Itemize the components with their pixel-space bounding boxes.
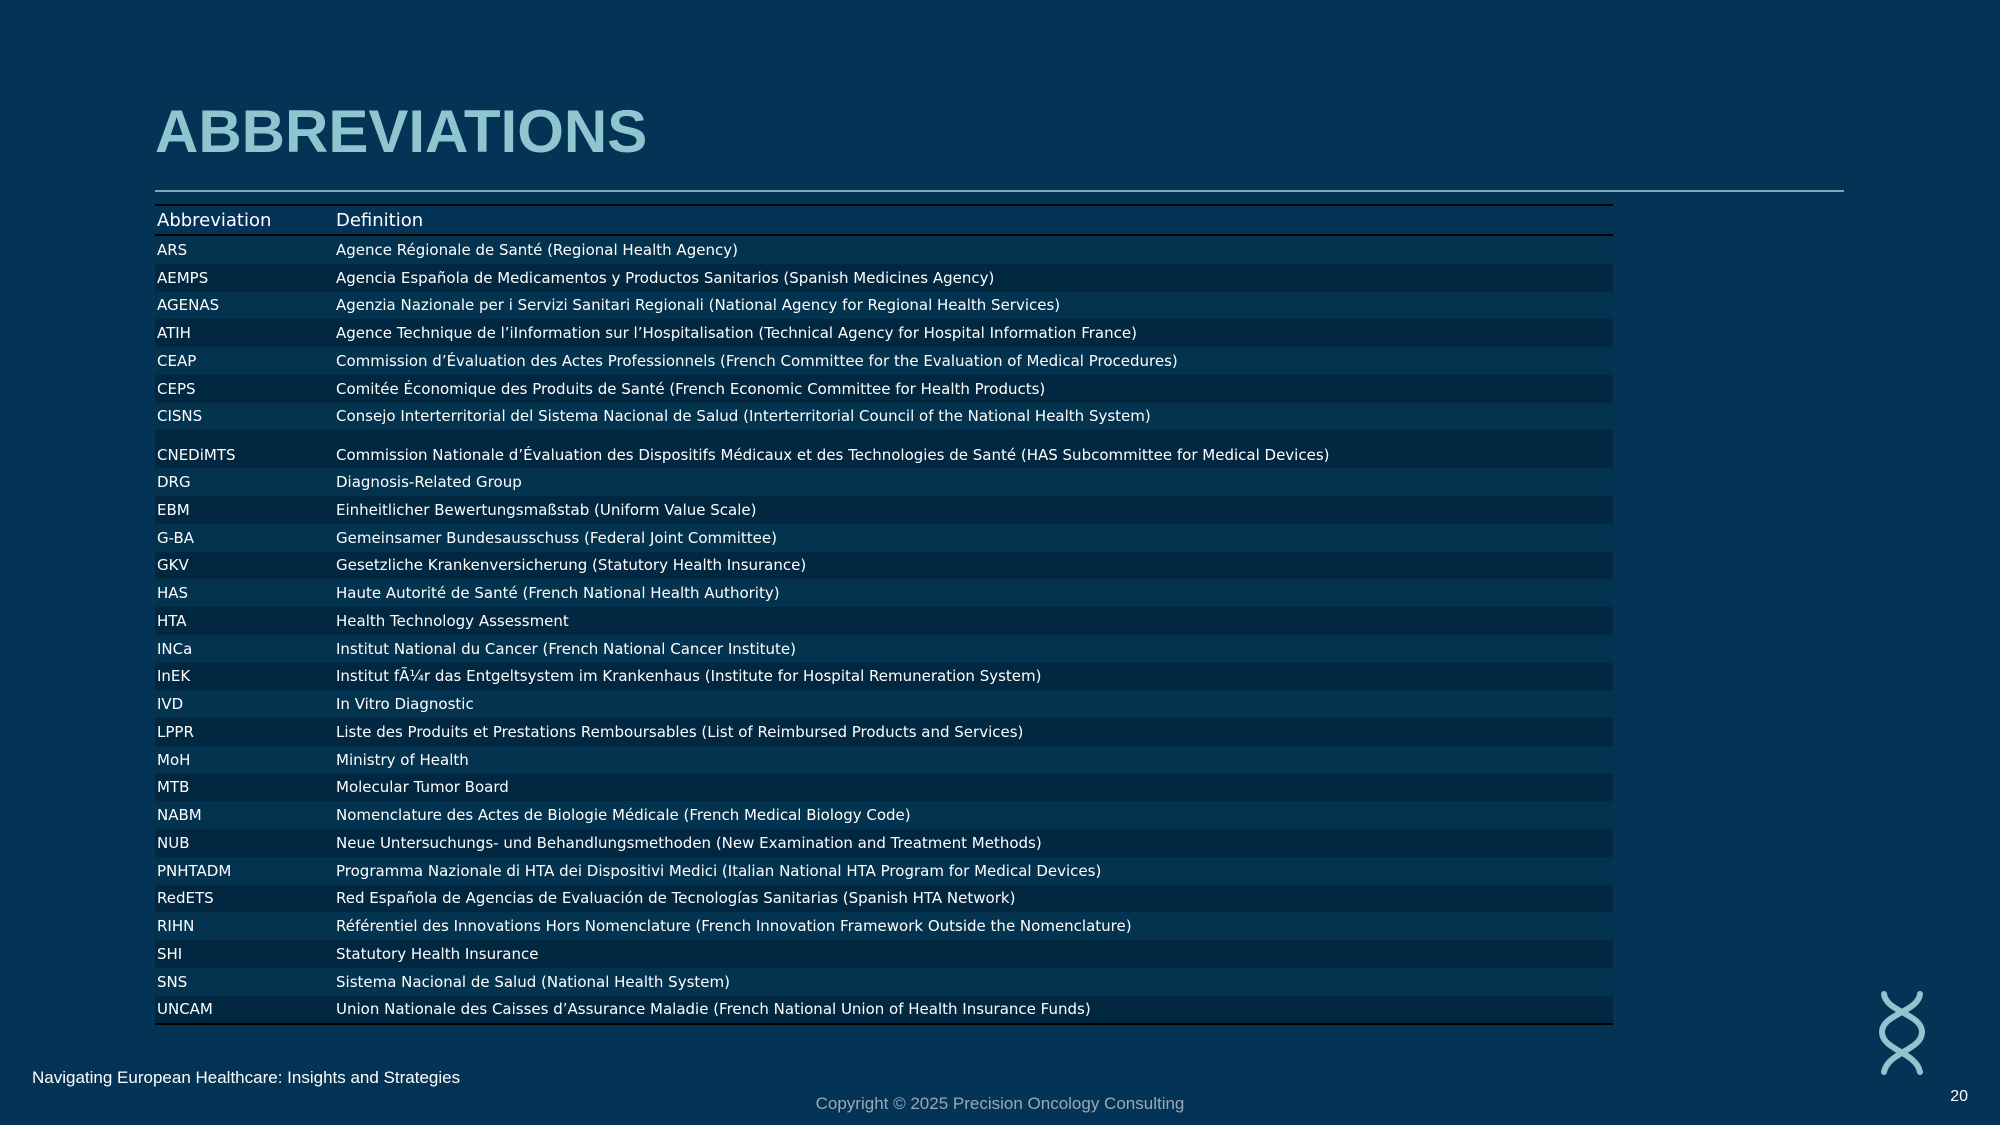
table-row [155, 774, 1613, 802]
table-row [155, 607, 1613, 635]
definition-cell: Comitée Économique des Produits de Santé (French Economic Committee for Health Products) [336, 379, 1046, 398]
abbreviation-cell: UNCAM [157, 1000, 213, 1019]
table-row [155, 430, 1613, 468]
footer-copyright: Copyright © 2025 Precision Oncology Consulting [815, 1094, 1185, 1113]
definition-cell: Consejo Interterritorial del Sistema Nacional de Salud (Interterritorial Council of the National Health System) [336, 407, 1151, 426]
abbreviation-cell: CEAP [157, 351, 197, 370]
definition-cell: Neue Untersuchungs- und Behandlungsmethoden (New Examination and Treatment Methods) [336, 833, 1042, 852]
definition-cell: Agence Régionale de Santé (Regional Health Agency) [336, 240, 738, 259]
abbreviation-cell: MoH [157, 750, 191, 769]
definition-cell: Red Española de Agencias de Evaluación de Tecnologías Sanitarias (Spanish HTA Network) [336, 889, 1016, 908]
abbreviation-cell: INCa [157, 639, 193, 658]
table-header-row [155, 206, 1613, 236]
abbreviation-cell: AGENAS [157, 296, 220, 315]
definition-cell: Gemeinsamer Bundesausschuss (Federal Joint Committee) [336, 528, 777, 547]
definition-cell: Commission Nationale d’Évaluation des Dispositifs Médicaux et des Technologies de Santé (HAS Subcommittee for Medical Devices) [336, 446, 1330, 465]
table-row [155, 236, 1613, 264]
definition-cell: Agence Technique de l’iInformation sur l’Hospitalisation (Technical Agency for Hospital Information France) [336, 324, 1137, 343]
definition-cell: Sistema Nacional de Salud (National Health System) [336, 972, 730, 991]
definition-cell: Programma Nazionale di HTA dei Dispositivi Medici (Italian National HTA Program for Medical Devices) [336, 861, 1102, 880]
table-row [155, 579, 1613, 607]
helix-logo-icon [1874, 990, 1930, 1076]
title-divider [155, 190, 1844, 192]
abbreviations-table [155, 204, 1613, 1025]
abbreviation-cell: AEMPS [157, 268, 209, 287]
definition-cell: Institut fÃ¼r das Entgeltsystem im Krankenhaus (Institute for Hospital Remuneration System) [336, 667, 1042, 686]
abbreviation-cell: PNHTADM [157, 861, 232, 880]
table-row [155, 319, 1613, 347]
header-definition: Definition [336, 209, 424, 231]
table-bottom-border [155, 1023, 1613, 1025]
abbreviation-cell: EBM [157, 500, 190, 519]
abbreviation-cell: CNEDiMTS [157, 446, 236, 465]
abbreviation-cell: MTB [157, 778, 190, 797]
page-title: ABBREVIATIONS [155, 98, 648, 165]
abbreviation-cell: RedETS [157, 889, 214, 908]
header-abbreviation: Abbreviation [157, 209, 272, 231]
table-row [155, 718, 1613, 746]
page-number: 20 [1950, 1088, 1968, 1105]
table-body [155, 236, 1613, 1023]
table-row [155, 801, 1613, 829]
table-row [155, 857, 1613, 885]
abbreviation-cell: RIHN [157, 917, 195, 936]
abbreviation-cell: ARS [157, 240, 188, 259]
table-row [155, 885, 1613, 913]
table-row [155, 292, 1613, 320]
definition-cell: Commission d’Évaluation des Actes Professionnels (French Committee for the Evaluation of Medical Procedures) [336, 351, 1178, 370]
abbreviation-cell: HAS [157, 584, 189, 603]
definition-cell: Référentiel des Innovations Hors Nomenclature (French Innovation Framework Outside the Nomenclature) [336, 917, 1132, 936]
table-row [155, 375, 1613, 403]
abbreviation-cell: CISNS [157, 407, 203, 426]
abbreviation-cell: DRG [157, 473, 191, 492]
definition-cell: Diagnosis-Related Group [336, 473, 522, 492]
footer-presentation-title: Navigating European Healthcare: Insights and Strategies [32, 1068, 461, 1087]
definition-cell: Nomenclature des Actes de Biologie Médicale (French Medical Biology Code) [336, 806, 911, 825]
definition-cell: Liste des Produits et Prestations Remboursables (List of Reimbursed Products and Services) [336, 722, 1024, 741]
table-row [155, 468, 1613, 496]
table-row [155, 347, 1613, 375]
table-row [155, 663, 1613, 691]
table-row [155, 496, 1613, 524]
abbreviation-cell: NABM [157, 806, 202, 825]
definition-cell: Gesetzliche Krankenversicherung (Statutory Health Insurance) [336, 556, 807, 575]
abbreviation-cell: HTA [157, 611, 187, 630]
definition-cell: Ministry of Health [336, 750, 469, 769]
table-row [155, 996, 1613, 1024]
table-row [155, 968, 1613, 996]
table-row [155, 635, 1613, 663]
table-row [155, 264, 1613, 292]
abbreviation-cell: IVD [157, 695, 184, 714]
abbreviation-cell: CEPS [157, 379, 196, 398]
definition-cell: Einheitlicher Bewertungsmaßstab (Uniform Value Scale) [336, 500, 757, 519]
abbreviation-cell: NUB [157, 833, 190, 852]
definition-cell: Health Technology Assessment [336, 611, 569, 630]
definition-cell: Agencia Española de Medicamentos y Productos Sanitarios (Spanish Medicines Agency) [336, 268, 995, 287]
definition-cell: Institut National du Cancer (French National Cancer Institute) [336, 639, 796, 658]
table-row [155, 912, 1613, 940]
definition-cell: In Vitro Diagnostic [336, 695, 474, 714]
definition-cell: Union Nationale des Caisses d’Assurance Maladie (French National Union of Health Insurance Funds) [336, 1000, 1091, 1019]
table-row [155, 829, 1613, 857]
table-row [155, 524, 1613, 552]
definition-cell: Statutory Health Insurance [336, 944, 539, 963]
abbreviation-cell: SNS [157, 972, 188, 991]
abbreviation-cell: InEK [157, 667, 191, 686]
table-row [155, 940, 1613, 968]
table-row [155, 552, 1613, 580]
abbreviation-cell: GKV [157, 556, 189, 575]
abbreviation-cell: G-BA [157, 528, 195, 547]
definition-cell: Agenzia Nazionale per i Servizi Sanitari Regionali (National Agency for Regional Health Services) [336, 296, 1061, 315]
definition-cell: Molecular Tumor Board [336, 778, 509, 797]
abbreviation-cell: ATIH [157, 324, 191, 343]
definition-cell: Haute Autorité de Santé (French National Health Authority) [336, 584, 780, 603]
table-row [155, 690, 1613, 718]
abbreviation-cell: SHI [157, 944, 183, 963]
abbreviation-cell: LPPR [157, 722, 194, 741]
table-row [155, 746, 1613, 774]
table-row [155, 403, 1613, 431]
